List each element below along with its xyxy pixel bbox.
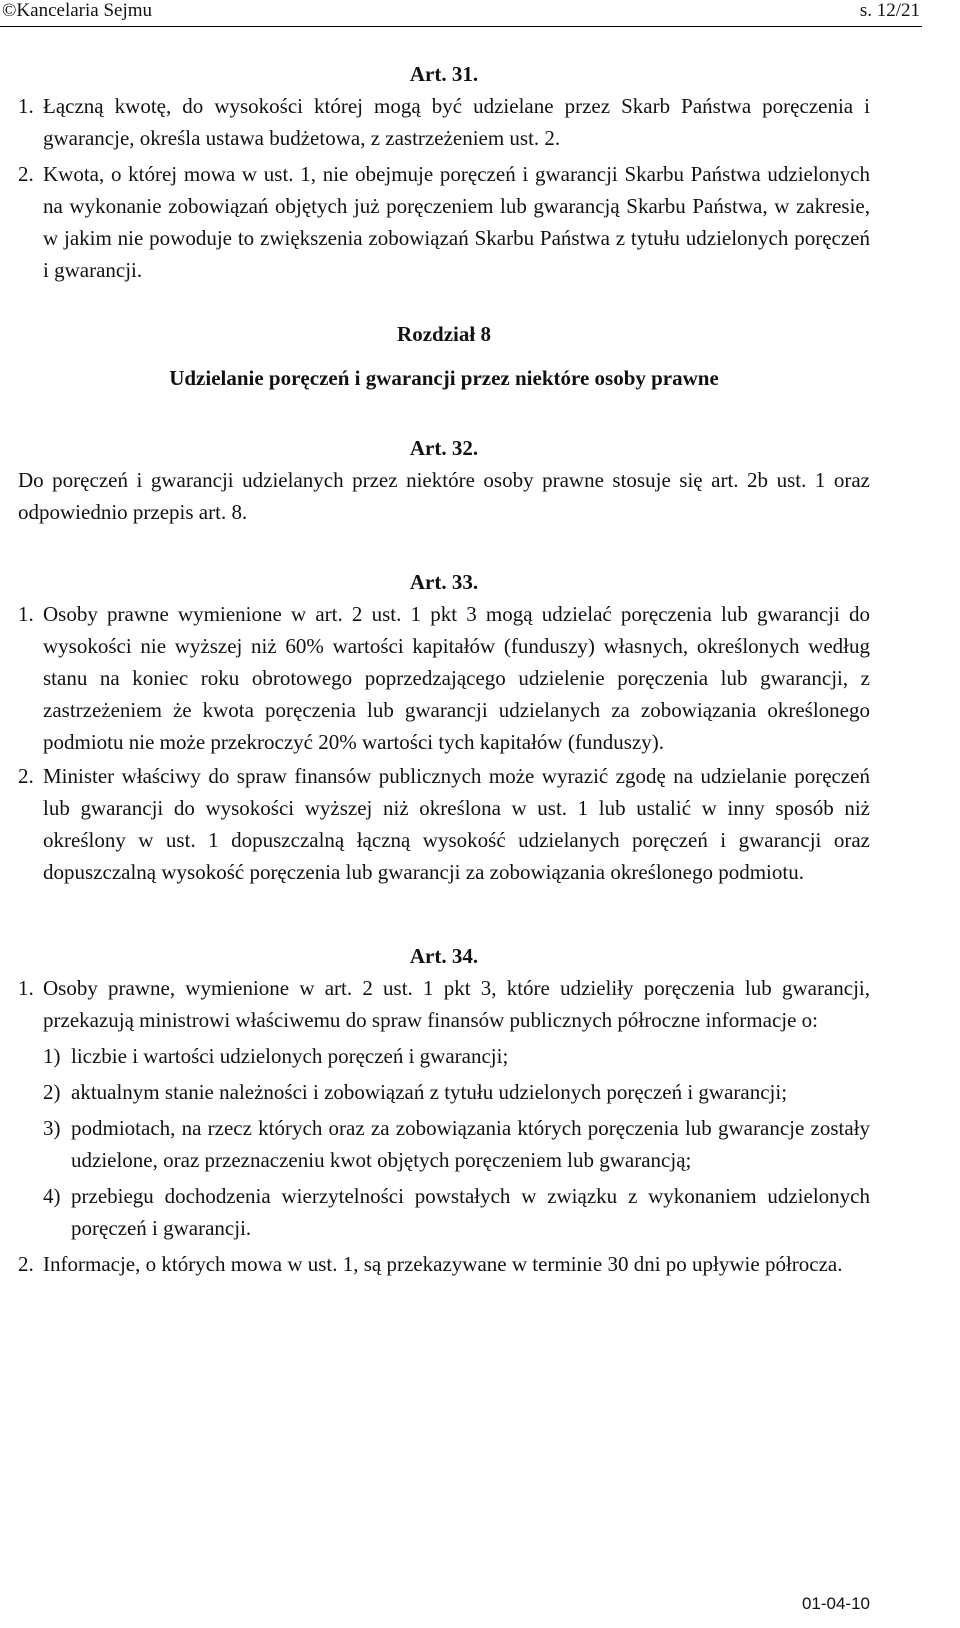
chapter-number: Rozdział 8 bbox=[397, 322, 491, 346]
point-number: 3) bbox=[43, 1116, 61, 1140]
article-34-paragraph-2 bbox=[18, 1248, 870, 1280]
paragraph-text: Osoby prawne, wymienione w art. 2 ust. 1 pkt 3, które udzieliły poręczenia lub gwarancji, przekazują ministrowi właściwemu do spraw finansów publicznych półroczne informacje o: bbox=[43, 976, 870, 1032]
paragraph-number: 1. bbox=[18, 976, 34, 1000]
paragraph-number: 1. bbox=[18, 94, 34, 118]
paragraph-text: Informacje, o których mowa w ust. 1, są przekazywane w terminie 30 dni po upływie półrocza. bbox=[43, 1252, 843, 1276]
paragraph-text: Kwota, o której mowa w ust. 1, nie obejmuje poręczeń i gwarancji Skarbu Państwa udzielonych na wykonanie zobowiązań objętych już poręczeniem lub gwarancją Skarbu Państwa, w zakresie, w jakim nie powoduje to zwiększenia zobowiązań Skarbu Państwa z tytułu udzielonych poręczeń i gwarancji. bbox=[43, 162, 870, 282]
publisher-label: ©Kancelaria Sejmu bbox=[2, 0, 153, 21]
point-number: 4) bbox=[43, 1184, 61, 1208]
article-31-paragraph-1 bbox=[18, 90, 870, 154]
article-31-paragraph-2 bbox=[18, 158, 870, 286]
page-number: s. 12/21 bbox=[859, 0, 920, 21]
article-33-paragraph-2 bbox=[18, 760, 870, 888]
page-header bbox=[0, 0, 922, 27]
article-33-paragraph-1 bbox=[18, 598, 870, 758]
point-text: liczbie i wartości udzielonych poręczeń i gwarancji; bbox=[71, 1044, 509, 1068]
article-34-point-1 bbox=[18, 1040, 870, 1072]
article-34-point-4 bbox=[18, 1180, 870, 1244]
article-34-point-2 bbox=[18, 1076, 870, 1108]
point-text: aktualnym stanie należności i zobowiązań z tytułu udzielonych poręczeń i gwarancji; bbox=[71, 1080, 788, 1104]
document-date: 01-04-10 bbox=[801, 1594, 870, 1613]
article-34-point-3 bbox=[18, 1112, 870, 1176]
paragraph-number: 2. bbox=[18, 1252, 34, 1276]
document-body bbox=[18, 58, 870, 1280]
article-34-paragraph-1 bbox=[18, 972, 870, 1036]
paragraph-number: 2. bbox=[18, 162, 34, 186]
point-number: 2) bbox=[43, 1080, 61, 1104]
article-32-title: Art. 32. bbox=[409, 436, 479, 460]
paragraph-number: 1. bbox=[18, 602, 34, 626]
article-34-title: Art. 34. bbox=[409, 944, 479, 968]
paragraph-text: Minister właściwy do spraw finansów publicznych może wyrazić zgodę na udzielanie poręczeń lub gwarancji do wysokości wyższej niż określona w ust. 1 lub ustalić w inny sposób niż określony w ust. 1 dopuszczalną łączną wysokość udzielanych poręczeń i gwarancji oraz dopuszczalną wysokość poręczenia lub gwarancji za zobowiązania określonego podmiotu. bbox=[43, 764, 870, 884]
article-32-text: Do poręczeń i gwarancji udzielanych przez niektóre osoby prawne stosuje się art. 2b ust. 1 oraz odpowiednio przepis art. 8. bbox=[18, 468, 870, 524]
point-text: podmiotach, na rzecz których oraz za zobowiązania których poręczenia lub gwarancje zostały udzielone, oraz przeznaczeniu kwot objętych poręczeniem lub gwarancją; bbox=[71, 1116, 870, 1172]
chapter-title: Udzielanie poręczeń i gwarancji przez niektóre osoby prawne bbox=[169, 366, 719, 390]
article-33-title: Art. 33. bbox=[409, 570, 479, 594]
paragraph-text: Osoby prawne wymienione w art. 2 ust. 1 pkt 3 mogą udzielać poręczenia lub gwarancji do wysokości nie wyższej niż 60% wartości kapitałów (funduszy) własnych, określonych według stanu na koniec roku obrotowego poprzedzającego udzielenie poręczenia lub gwarancji, z zastrzeżeniem że kwota poręczenia lub gwarancji udzielanych za zobowiązania określonego podmiotu nie może przekroczyć 20% wartości tych kapitałów (funduszy). bbox=[43, 602, 870, 754]
article-31-title: Art. 31. bbox=[409, 62, 479, 86]
paragraph-number: 2. bbox=[18, 764, 34, 788]
point-text: przebiegu dochodzenia wierzytelności powstałych w związku z wykonaniem udzielonych poręczeń i gwarancji. bbox=[71, 1184, 870, 1240]
paragraph-text: Łączną kwotę, do wysokości której mogą być udzielane przez Skarb Państwa poręczenia i gwarancje, określa ustawa budżetowa, z zastrzeżeniem ust. 2. bbox=[43, 94, 870, 150]
point-number: 1) bbox=[43, 1044, 61, 1068]
